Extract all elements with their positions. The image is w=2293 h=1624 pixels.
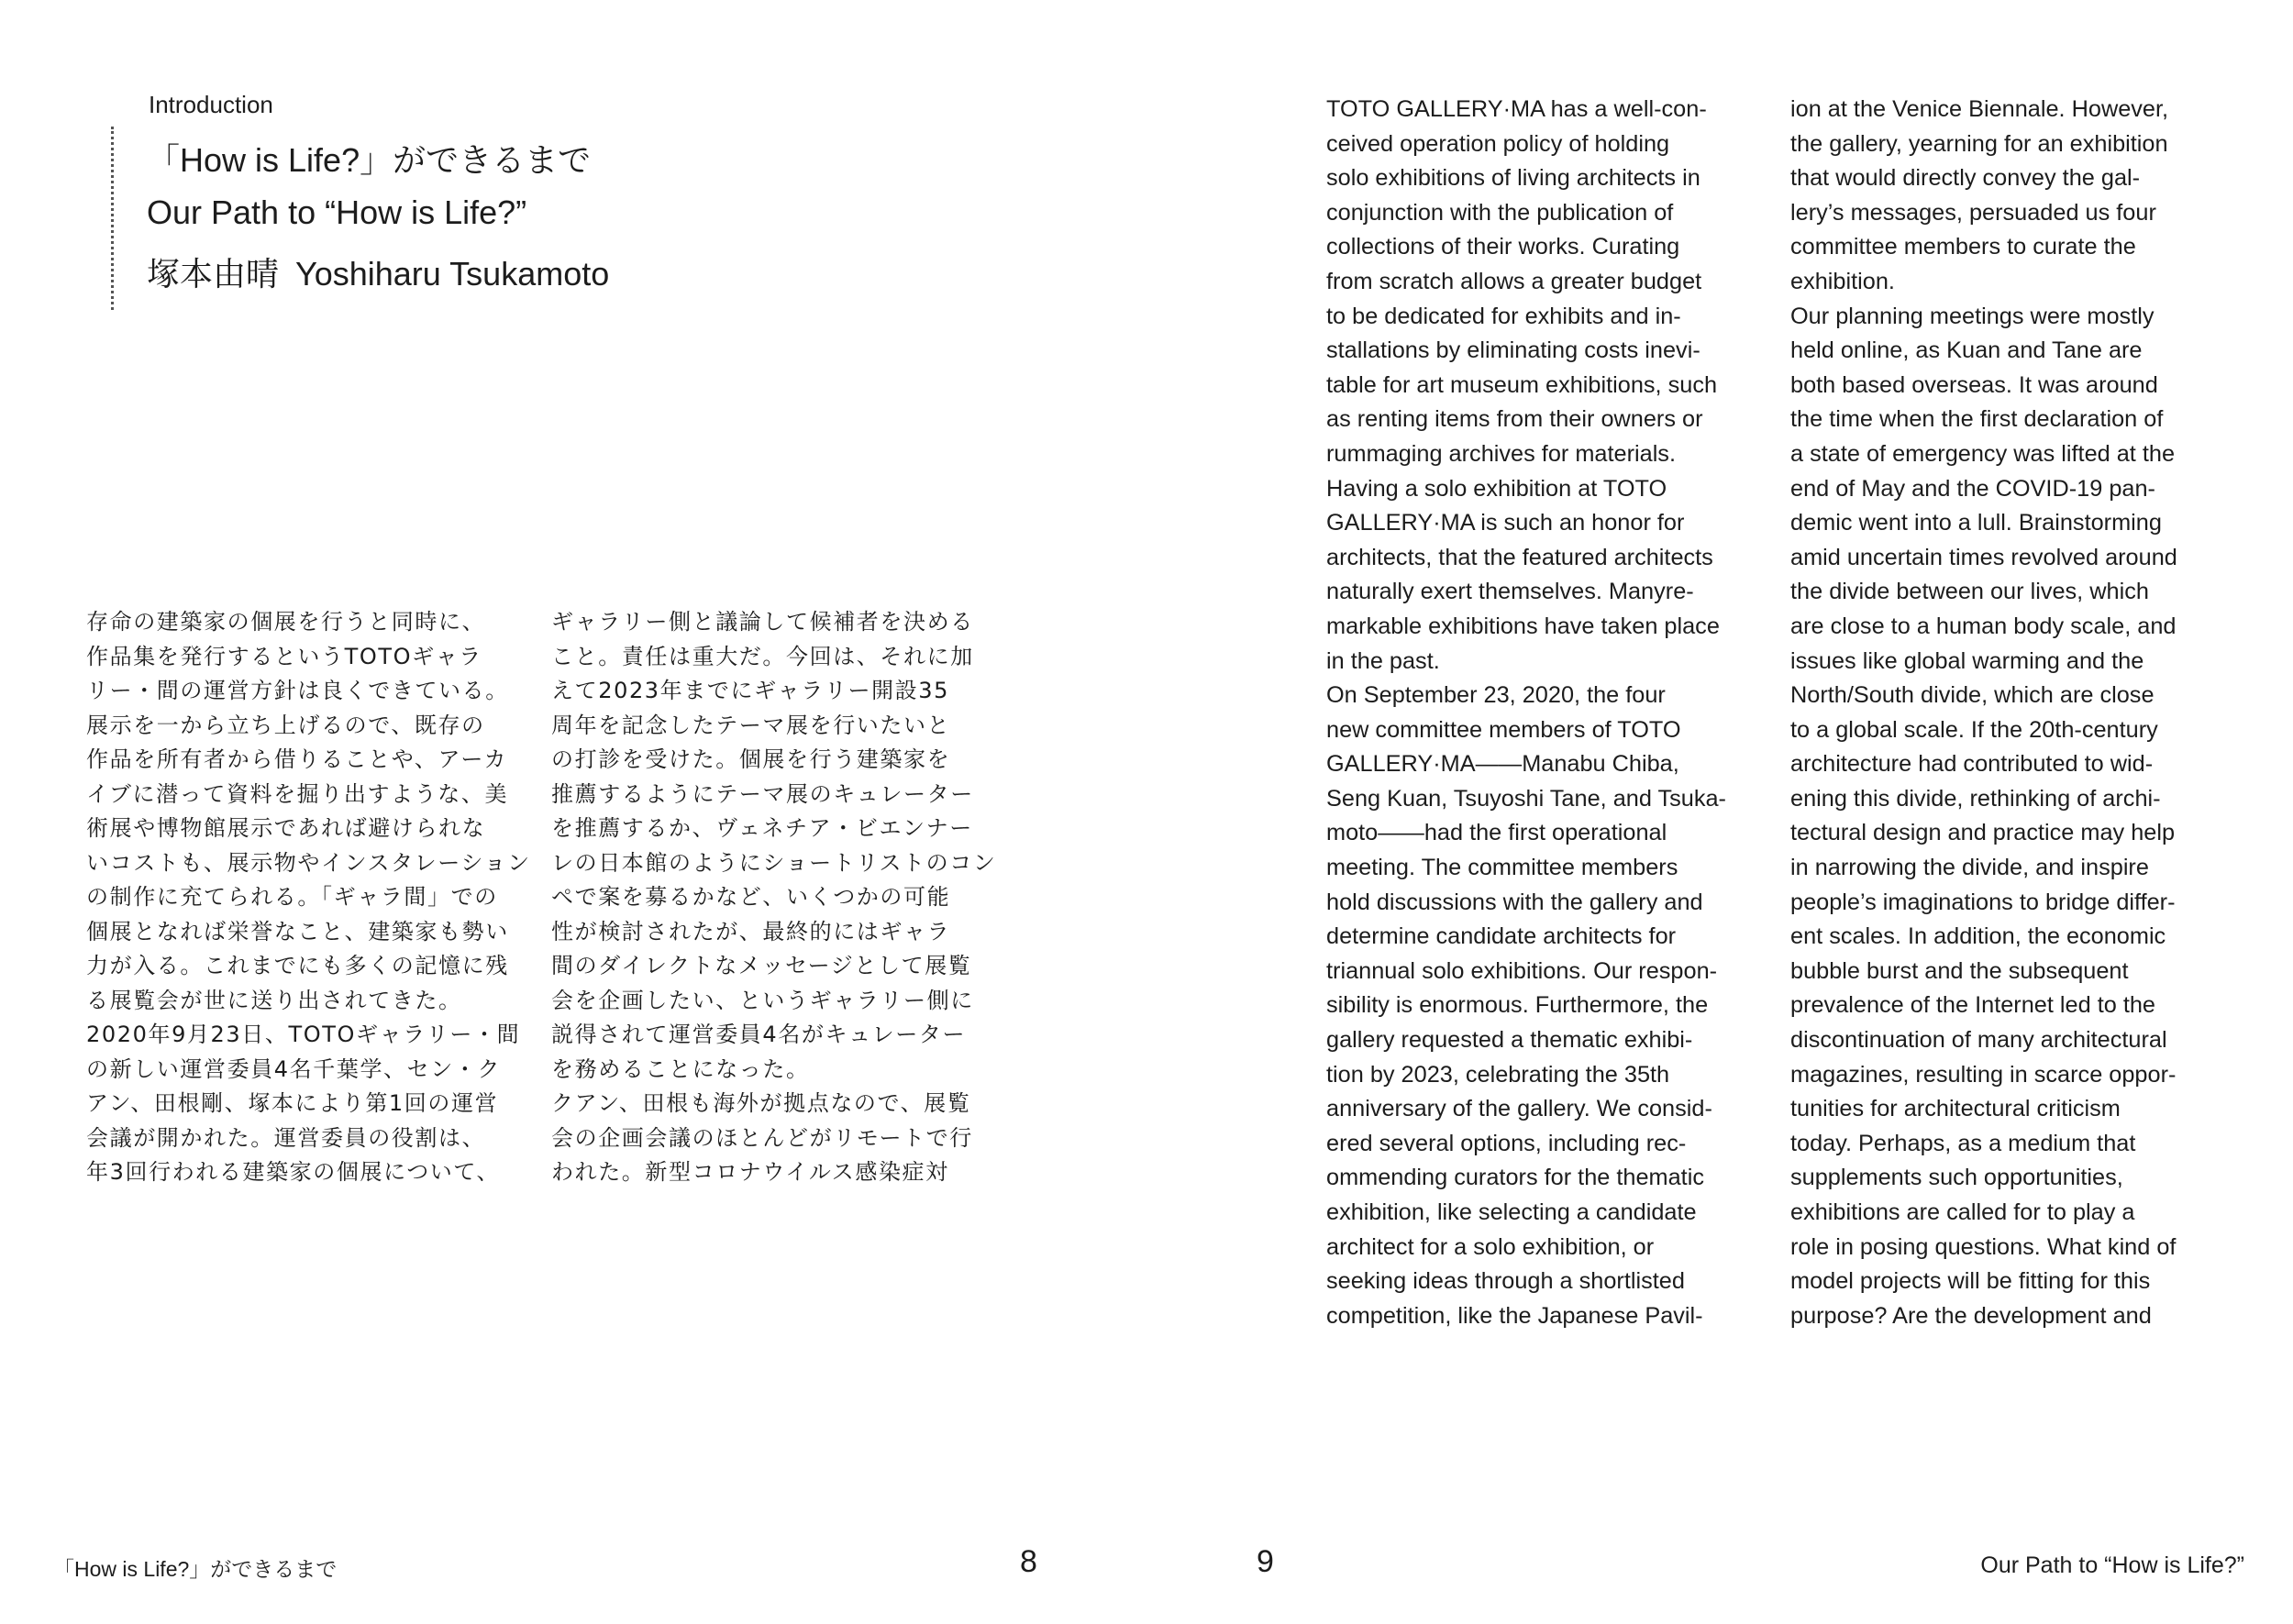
- text-line: exhibition, like selecting a candidate: [1326, 1199, 1697, 1225]
- text-line: to be dedicated for exhibits and in-: [1326, 303, 1681, 329]
- title-japanese: 「How is Life?」ができるまで: [147, 141, 592, 179]
- text-line: discontinuation of many architectural: [1790, 1027, 2167, 1054]
- text-line: that would directly convey the gal-: [1790, 165, 2141, 192]
- text-line: anniversary of the gallery. We consid-: [1326, 1096, 1712, 1122]
- japanese-column-1: [86, 605, 536, 1190]
- text-line: 2020年9月23日、TOTOギャラリー・間: [86, 1022, 521, 1047]
- text-line: 推薦するようにテーマ展のキュレーター: [551, 780, 974, 807]
- text-line: の打診を受けた。個展を行う建築家を: [551, 746, 951, 772]
- text-line: 性が検討されたが、最終的にはギャラ: [551, 918, 951, 945]
- text-line: meeting. The committee members: [1326, 855, 1678, 881]
- text-line: tion by 2023, celebrating the 35th: [1326, 1061, 1670, 1088]
- author-line: [147, 252, 609, 296]
- text-line: ening this divide, rethinking of archi-: [1790, 785, 2161, 812]
- text-line: North/South divide, which are close: [1790, 682, 2155, 709]
- text-line: いコストも、展示物やインスタレーション: [86, 849, 531, 876]
- text-line: 力が入る。これまでにも多くの記憶に残: [86, 953, 509, 978]
- text-line: amid uncertain times revolved around: [1790, 544, 2177, 570]
- text-line: purpose? Are the development and: [1790, 1302, 2152, 1329]
- text-line: 展示を一から立ち上げるので、既存の: [86, 712, 485, 738]
- text-line: 年3回行われる建築家の個展について、: [86, 1159, 501, 1185]
- text-line: model projects will be fitting for this: [1790, 1268, 2151, 1295]
- text-line: アン、田根剛、塚本により第1回の運営: [86, 1090, 499, 1116]
- text-line: seeking ideas through a shortlisted: [1326, 1268, 1685, 1295]
- text-line: こと。責任は重大だ。今回は、それに加: [551, 643, 974, 669]
- text-line: role in posing questions. What kind of: [1790, 1233, 2177, 1260]
- text-line: の新しい運営委員4名千葉学、セン・ク: [86, 1055, 502, 1082]
- text-line: magazines, resulting in scarce oppor-: [1790, 1061, 2177, 1088]
- text-line: collections of their works. Curating: [1326, 234, 1680, 260]
- japanese-column-2: [551, 605, 1001, 1190]
- text-line: as renting items from their owners or: [1326, 406, 1703, 433]
- text-line: people’s imaginations to bridge differ-: [1790, 889, 2176, 915]
- text-line: の制作に充てられる。「ギャラ間」での: [86, 884, 498, 910]
- text-line: 会議が開かれた。運営委員の役割は、: [86, 1124, 486, 1151]
- text-line: architect for a solo exhibition, or: [1326, 1233, 1655, 1260]
- text-line: end of May and the COVID-19 pan-: [1790, 475, 2155, 502]
- text-line: 個展となれば栄誉なこと、建築家も勢い: [86, 918, 509, 945]
- text-line: GALLERY·MA——Manabu Chiba,: [1326, 751, 1679, 778]
- text-line: committee members to curate the: [1790, 234, 2136, 260]
- text-line: naturally exert themselves. Manyre-: [1326, 579, 1694, 605]
- title-english: Our Path to “How is Life?”: [147, 193, 527, 231]
- text-line: bubble burst and the subsequent: [1790, 957, 2129, 984]
- text-line: ent scales. In addition, the economic: [1790, 923, 2166, 950]
- text-line: competition, like the Japanese Pavil-: [1326, 1302, 1703, 1329]
- text-line: 間のダイレクトなメッセージとして展覧: [551, 953, 972, 978]
- text-line: えて2023年までにギャラリー開設35: [551, 678, 950, 703]
- text-line: a state of emergency was lifted at the: [1790, 440, 2176, 467]
- text-line: markable exhibitions have taken place: [1326, 613, 1720, 639]
- text-line: tectural design and practice may help: [1790, 820, 2176, 846]
- text-line: in the past.: [1326, 647, 1440, 674]
- text-line: triannual solo exhibitions. Our respon-: [1326, 957, 1718, 984]
- text-line: the time when the first declaration of: [1790, 406, 2164, 433]
- dotted-divider: [111, 127, 114, 310]
- text-line: を務めることになった。: [551, 1055, 810, 1082]
- text-line: issues like global warming and the: [1790, 647, 2144, 674]
- text-line: ommending curators for the thematic: [1326, 1165, 1704, 1191]
- text-line: 会を企画したい、というギャラリー側に: [551, 987, 974, 1013]
- running-head-right: Our Path to “How is Life?”: [1980, 1552, 2244, 1578]
- text-line: prevalence of the Internet led to the: [1790, 992, 2155, 1019]
- text-line: Our planning meetings were mostly: [1790, 303, 2155, 329]
- text-line: イブに潜って資料を掘り出すような、美: [86, 780, 509, 807]
- text-line: conjunction with the publication of: [1326, 199, 1674, 226]
- text-line: 作品を所有者から借りることや、アーカ: [86, 746, 508, 772]
- text-line: hold discussions with the gallery and: [1326, 889, 1703, 915]
- text-line: 会の企画会議のほとんどがリモートで行: [551, 1124, 973, 1151]
- text-line: 存命の建築家の個展を行うと同時に、: [86, 609, 486, 635]
- text-line: determine candidate architects for: [1326, 923, 1677, 950]
- text-line: in narrowing the divide, and inspire: [1790, 855, 2149, 881]
- text-line: ギャラリー側と議論して候補者を決める: [551, 609, 974, 635]
- text-line: are close to a human body scale, and: [1790, 613, 2177, 639]
- text-line: sibility is enormous. Furthermore, the: [1326, 992, 1709, 1019]
- page-number-right: 9: [1257, 1544, 1274, 1579]
- text-line: ペで案を募るかなど、いくつかの可能: [551, 884, 951, 910]
- text-line: レの日本館のようにショートリストのコン: [551, 849, 997, 876]
- text-line: exhibition.: [1790, 268, 1895, 294]
- text-line: table for art museum exhibitions, such: [1326, 371, 1718, 398]
- text-line: from scratch allows a greater budget: [1326, 268, 1702, 294]
- english-column-1: [1326, 93, 1785, 1333]
- text-line: クアン、田根も海外が拠点なので、展覧: [551, 1090, 971, 1116]
- text-line: tunities for architectural criticism: [1790, 1096, 2121, 1122]
- text-line: ion at the Venice Biennale. However,: [1790, 96, 2169, 122]
- author-name-english: Yoshiharu Tsukamoto: [295, 255, 610, 293]
- text-line: ceived operation policy of holding: [1326, 130, 1670, 157]
- text-line: new committee members of TOTO: [1326, 716, 1681, 743]
- text-line: held online, as Kuan and Tane are: [1790, 337, 2143, 364]
- text-line: exhibitions are called for to play a: [1790, 1199, 2135, 1225]
- text-line: solo exhibitions of living architects in: [1326, 165, 1700, 192]
- text-line: moto——had the first operational: [1326, 820, 1667, 846]
- author-name-japanese: 塚本由晴: [147, 255, 280, 293]
- text-line: demic went into a lull. Brainstorming: [1790, 510, 2162, 536]
- text-line: gallery requested a thematic exhibi-: [1326, 1027, 1693, 1054]
- text-line: 作品集を発行するというTOTOギャラ: [86, 643, 482, 669]
- text-line: TOTO GALLERY·MA has a well-con-: [1326, 96, 1707, 122]
- text-line: On September 23, 2020, the four: [1326, 682, 1666, 709]
- text-line: both based overseas. It was around: [1790, 371, 2158, 398]
- page-number-left: 8: [1020, 1544, 1037, 1579]
- text-line: today. Perhaps, as a medium that: [1790, 1130, 2136, 1156]
- section-label: Introduction: [149, 91, 273, 118]
- text-line: る展覧会が世に送り出されてきた。: [86, 987, 462, 1013]
- text-line: 周年を記念したテーマ展を行いたいと: [551, 712, 951, 738]
- text-line: supplements such opportunities,: [1790, 1165, 2123, 1191]
- text-line: リー・間の運営方針は良くできている。: [86, 678, 509, 703]
- text-line: GALLERY·MA is such an honor for: [1326, 510, 1685, 536]
- text-line: 説得されて運営委員4名がキュレーター: [551, 1022, 967, 1047]
- text-line: the divide between our lives, which: [1790, 579, 2149, 605]
- text-line: Seng Kuan, Tsuyoshi Tane, and Tsuka-: [1326, 785, 1726, 812]
- text-line: Having a solo exhibition at TOTO: [1326, 475, 1667, 502]
- text-line: を推薦するか、ヴェネチア・ビエンナー: [551, 815, 973, 841]
- text-line: われた。新型コロナウイルス感染症対: [551, 1159, 949, 1185]
- english-column-2: [1790, 93, 2249, 1333]
- text-line: 術展や博物館展示であれば避けられな: [86, 815, 486, 841]
- text-line: architects, that the featured architects: [1326, 544, 1713, 570]
- running-head-left: 「How is Life?」ができるまで: [53, 1557, 338, 1581]
- text-line: lery’s messages, persuaded us four: [1790, 199, 2156, 226]
- text-line: architecture had contributed to wid-: [1790, 751, 2154, 778]
- text-line: rummaging archives for materials.: [1326, 440, 1676, 467]
- text-line: ered several options, including rec-: [1326, 1130, 1687, 1156]
- text-line: to a global scale. If the 20th-century: [1790, 716, 2158, 743]
- text-line: stallations by eliminating costs inevi-: [1326, 337, 1700, 364]
- text-line: the gallery, yearning for an exhibition: [1790, 130, 2168, 157]
